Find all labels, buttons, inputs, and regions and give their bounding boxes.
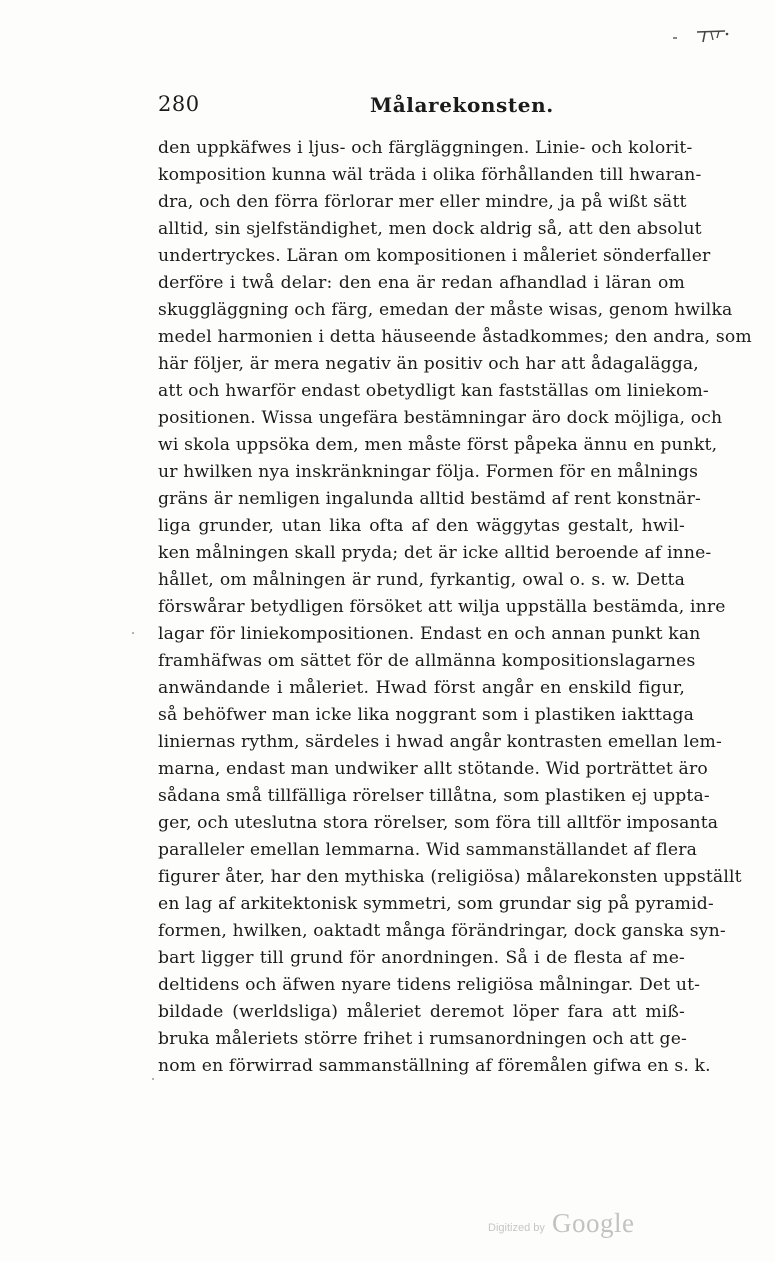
text-line: positionen. Wissa ungefära bestämningar äro dock möjliga, och: [158, 408, 723, 428]
scan-speck: [132, 632, 134, 634]
text-line: den uppkäfwes i ljus- och färgläggningen. Linie- och kolorit-: [158, 138, 693, 158]
text-line: liniernas rythm, särdeles i hwad angår kontrasten emellan lem-: [158, 732, 722, 752]
text-line: en lag af arkitektonisk symmetri, som grundar sig på pyramid-: [158, 894, 714, 914]
text-line: komposition kunna wäl träda i olika förhållanden till hwaran-: [158, 165, 702, 185]
text-line: förswårar betydligen försöket att wilja uppställa bestämda, inre: [158, 597, 726, 617]
text-line: ger, och uteslutna stora rörelser, som föra till alltför imposanta: [158, 813, 719, 833]
scan-speck: [152, 1078, 154, 1080]
text-line: liga grunder, utan lika ofta af den wäggytas gestalt, hwil-: [158, 516, 685, 536]
text-line: lagar för liniekompositionen. Endast en och annan punkt kan: [158, 624, 701, 644]
text-line: här följer, är mera negativ än positiv och har att ådagalägga,: [158, 354, 699, 374]
text-line: gräns är nemligen ingalunda alltid bestämd af rent konstnär-: [158, 489, 701, 509]
text-line: dra, och den förra förlorar mer eller mindre, ja på wißt sätt: [158, 192, 687, 212]
watermark-brand: Google: [552, 1208, 635, 1238]
text-line: marna, endast man undwiker allt stötande. Wid porträttet äro: [158, 759, 708, 779]
text-line: ken målningen skall pryda; det är icke alltid beroende af inne-: [158, 543, 712, 563]
text-line: bart ligger till grund för anordningen. Så i de flesta af me-: [158, 948, 685, 968]
text-line: att och hwarför endast obetydligt kan fastställas om liniekom-: [158, 381, 709, 401]
body-text: [158, 135, 752, 1076]
text-line: medel harmonien i detta häuseende åstadkommes; den andra, som: [158, 327, 752, 347]
watermark-prefix: Digitized by: [488, 1222, 545, 1234]
text-line: wi skola uppsöka dem, men måste först påpeka ännu en punkt,: [158, 435, 718, 455]
text-line: formen, hwilken, oaktadt många förändringar, dock ganska syn-: [158, 921, 726, 941]
digitized-watermark: [488, 1208, 658, 1240]
text-line: figurer åter, har den mythiska (religiösa) målarekonsten uppställt: [158, 867, 742, 887]
ink-smudge-mark: [667, 26, 731, 46]
text-line: ur hwilken nya inskränkningar följa. Formen för en målnings: [158, 462, 699, 482]
text-line: bruka måleriets större frihet i rumsanordningen och att ge-: [158, 1029, 687, 1049]
text-line: så behöfwer man icke lika noggrant som i plastiken iakttaga: [158, 705, 695, 725]
text-line: nom en förwirrad sammanställning af föremålen gifwa en s. k.: [158, 1056, 711, 1076]
text-line: sådana små tillfälliga rörelser tillåtna, som plastiken ej uppta-: [158, 786, 710, 806]
text-line: alltid, sin sjelfständighet, men dock aldrig så, att den absolut: [158, 219, 702, 239]
page-number: 280: [158, 92, 200, 116]
text-line: undertryckes. Läran om kompositionen i måleriet sönderfaller: [158, 246, 711, 266]
text-line: derföre i twå delar: den ena är redan afhandlad i läran om: [158, 273, 685, 293]
text-line: paralleler emellan lemmarna. Wid sammanställandet af flera: [158, 840, 698, 860]
running-head: Målarekonsten.: [370, 93, 554, 117]
text-line: anwändande i måleriet. Hwad först angår en enskild figur,: [158, 678, 685, 698]
text-line: hållet, om målningen är rund, fyrkantig, owal o. s. w. Detta: [158, 570, 685, 590]
page-header: [158, 92, 685, 122]
text-line: framhäfwas om sättet för de allmänna kompositionslagarnes: [158, 651, 696, 671]
text-line: skuggläggning och färg, emedan der måste wisas, genom hwilka: [158, 300, 733, 320]
text-line: deltidens och äfwen nyare tidens religiösa målningar. Det ut-: [158, 975, 701, 995]
text-line: bildade (werldsliga) måleriet deremot löper fara att miß-: [158, 1002, 685, 1022]
